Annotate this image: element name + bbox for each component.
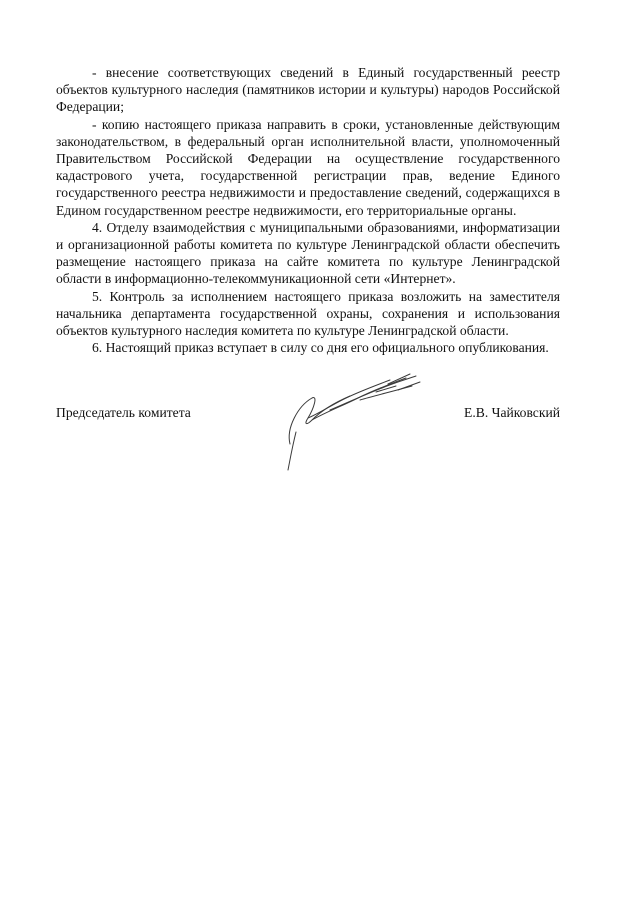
- paragraph-send-copy: - копию настоящего приказа направить в сроки, установленные действующим законодательством, в федеральный орган исполнительной власти, уполномоченный Правительством Российской Федерации на осуществление государственного кадастрового учета, государственной регистрации прав, ведение Единого государственного реестра недвижимости и предоставление сведений, содержащихся в Едином государственном реестре недвижимости, его территориальные органы.: [56, 116, 560, 218]
- signer-name: Е.В. Чайковский: [464, 405, 560, 420]
- paragraph-item-5: 5. Контроль за исполнением настоящего приказа возложить на заместителя начальника департамента государственной охраны, сохранения и использования объектов культурного наследия комитета по культуре Ленинградской области.: [56, 288, 560, 339]
- paragraph-item-4: 4. Отделу взаимодействия с муниципальными образованиями, информатизации и организационной работы комитета по культуре Ленинградской области обеспечить размещение настоящего приказа на сайте комитета по культуре Ленинградской области в информационно-телекоммуникационной сети «Интернет».: [56, 219, 560, 287]
- paragraph-registry-entry: - внесение соответствующих сведений в Единый государственный реестр объектов культурного наследия (памятников истории и культуры) народов Российской Федерации;: [56, 65, 560, 115]
- document-body: [56, 64, 560, 356]
- paragraph-item-6: 6. Настоящий приказ вступает в силу со дня его официального опубликования.: [92, 340, 549, 356]
- signer-title: Председатель комитета: [56, 405, 191, 420]
- handwritten-signature: [278, 366, 428, 476]
